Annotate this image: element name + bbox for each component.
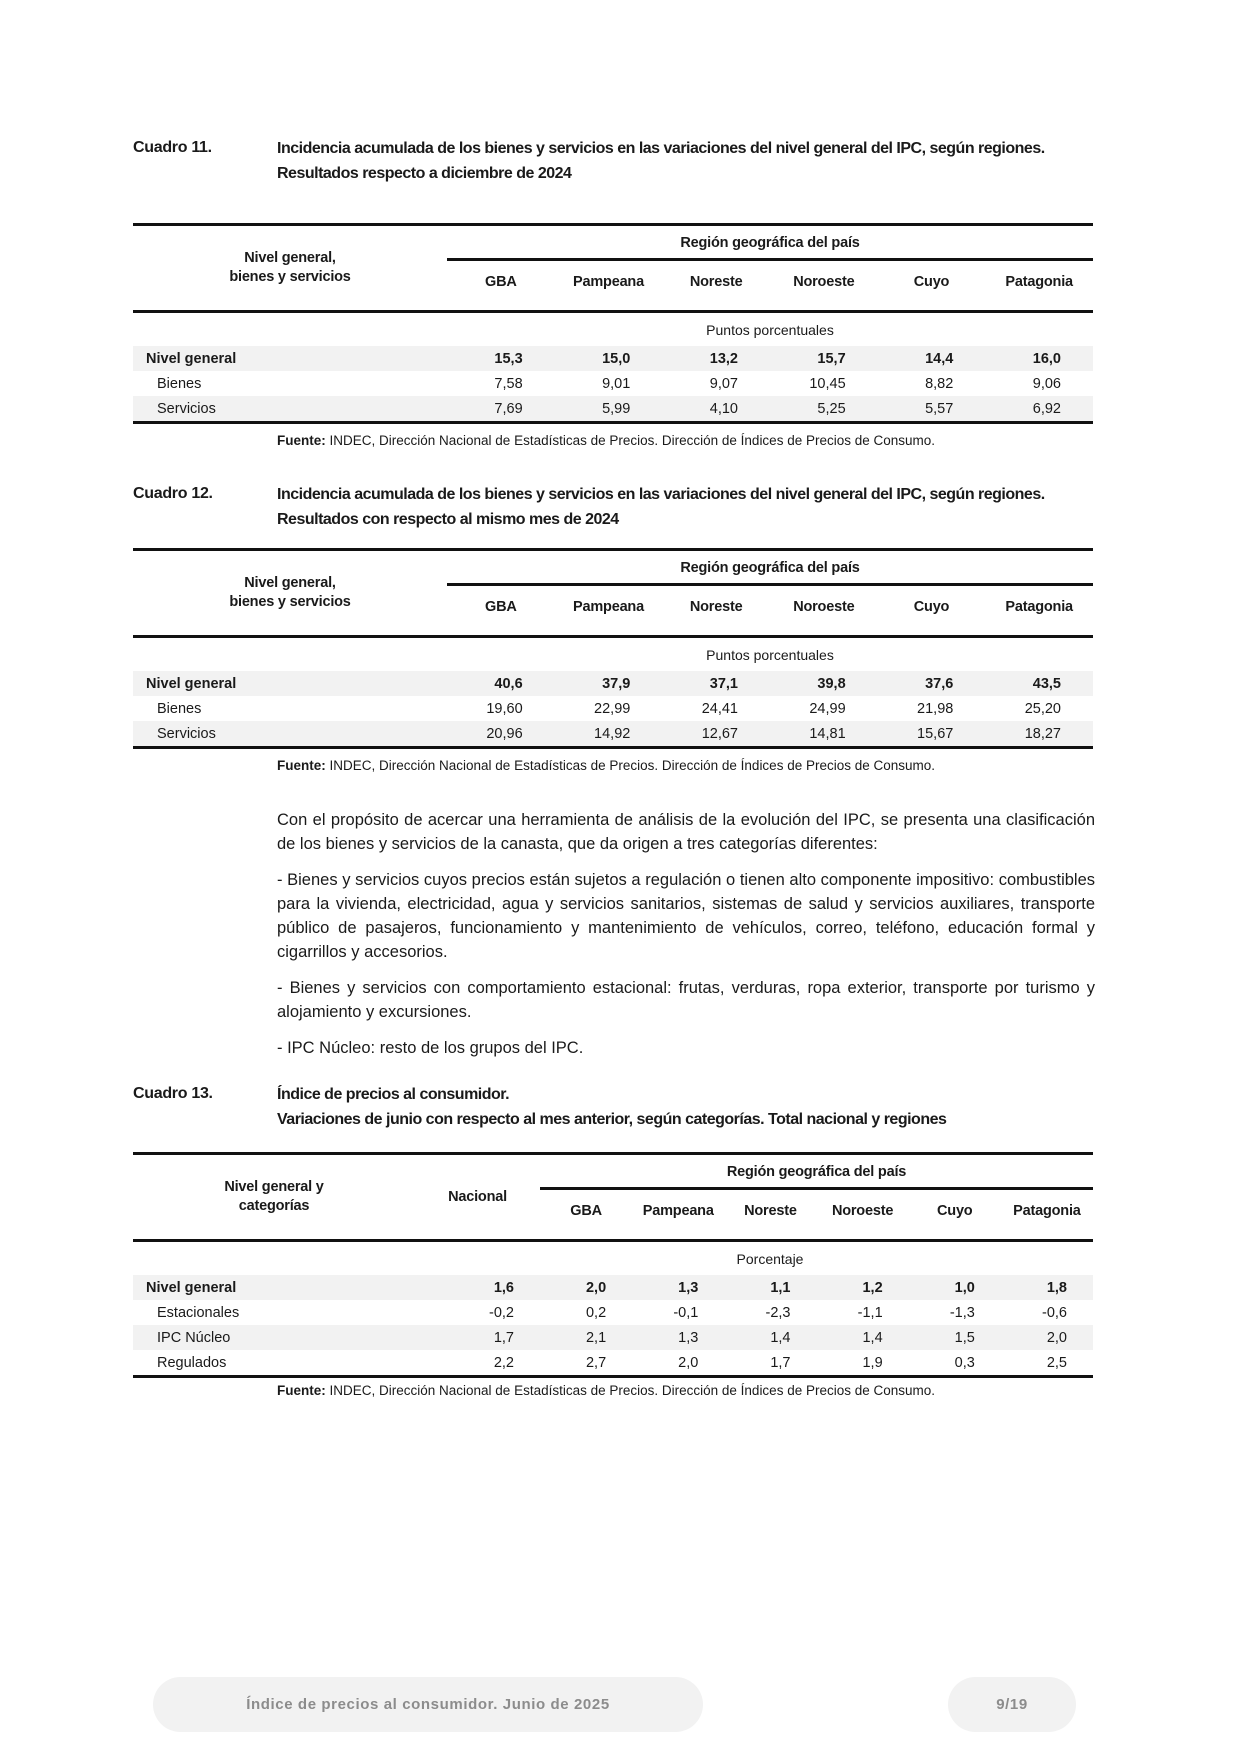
row-label: Nivel general bbox=[146, 1279, 237, 1296]
cell-value: 40,6 bbox=[494, 675, 523, 692]
cell-value: 16,0 bbox=[1032, 350, 1061, 367]
table-row bbox=[133, 1325, 1093, 1350]
cell-value: 1,1 bbox=[770, 1279, 791, 1296]
cell-value: 20,96 bbox=[486, 725, 523, 742]
region-group-header: Región geográfica del país bbox=[680, 560, 860, 576]
table-code: Cuadro 12. bbox=[133, 485, 213, 502]
column-headers bbox=[540, 1190, 1093, 1219]
table-title-line2: Resultados respecto a diciembre de 2024 bbox=[277, 165, 572, 182]
cell-value: 37,9 bbox=[602, 675, 631, 692]
table-row bbox=[133, 671, 1093, 696]
table-title bbox=[277, 482, 1045, 532]
source-text: INDEC, Dirección Nacional de Estadísticas de Precios. Dirección de Índices de Precios de Consumo. bbox=[325, 433, 936, 448]
table-row bbox=[133, 1275, 1093, 1300]
cell-value: 7,58 bbox=[494, 375, 523, 392]
cell-value: 2,7 bbox=[585, 1354, 607, 1371]
cell-value: 14,92 bbox=[594, 725, 631, 742]
cell-value: 9,01 bbox=[602, 375, 631, 392]
cell-value: 14,4 bbox=[925, 350, 954, 367]
table-source bbox=[277, 433, 935, 448]
cell-value: 1,2 bbox=[862, 1279, 883, 1296]
table-code: Cuadro 11. bbox=[133, 139, 212, 156]
cell-value: 1,0 bbox=[954, 1279, 975, 1296]
row-label: Regulados bbox=[157, 1354, 227, 1371]
table-row bbox=[133, 346, 1093, 371]
row-header-line1: Nivel general y bbox=[224, 1179, 324, 1195]
unit-row bbox=[133, 638, 1093, 671]
cell-value: 1,8 bbox=[1046, 1279, 1067, 1296]
column-header: GBA bbox=[485, 598, 517, 615]
column-header: Cuyo bbox=[937, 1202, 973, 1219]
region-group-header: Región geográfica del país bbox=[726, 1164, 907, 1180]
cell-value: 2,1 bbox=[585, 1329, 607, 1346]
table-heading-cuadro-11 bbox=[133, 136, 1045, 186]
table-heading-cuadro-13 bbox=[133, 1082, 946, 1132]
cell-value: 24,99 bbox=[809, 700, 846, 717]
cell-value: 14,81 bbox=[809, 725, 846, 742]
table-row bbox=[133, 371, 1093, 396]
row-header-title bbox=[133, 1155, 415, 1239]
column-header: Noreste bbox=[689, 598, 743, 615]
table-source bbox=[277, 758, 935, 773]
row-header-title bbox=[133, 551, 447, 635]
bullet-regulated-goods: - Bienes y servicios cuyos precios están sujetos a regulación o tienen alto componente impositivo: combustibles para la vivienda, electricidad, agua y servicios sanitarios, sistemas de salud y servicios auxiliares, transporte público de pasajeros, funcionamiento y mantenimiento de vehículos, correo, teléfono, educación formal y cigarrillos y accesorios. bbox=[277, 871, 1095, 961]
table-row bbox=[133, 696, 1093, 721]
table-header-band bbox=[133, 226, 1093, 313]
cell-value: 5,99 bbox=[602, 400, 631, 417]
cell-value: 1,7 bbox=[770, 1354, 791, 1371]
row-label: Bienes bbox=[157, 700, 202, 717]
data-table-cuadro-11 bbox=[133, 223, 1093, 424]
cell-value: -2,3 bbox=[765, 1304, 791, 1321]
table-row bbox=[133, 1300, 1093, 1325]
cell-value: 15,0 bbox=[602, 350, 631, 367]
cell-value: 24,41 bbox=[701, 700, 738, 717]
cell-value: 37,1 bbox=[709, 675, 738, 692]
column-headers bbox=[447, 261, 1093, 290]
column-header: Pampeana bbox=[573, 273, 644, 290]
source-label: Fuente: bbox=[277, 758, 326, 773]
cell-value: -1,1 bbox=[857, 1304, 883, 1321]
cell-value: 15,67 bbox=[917, 725, 954, 742]
bullet-ipc-nucleo: - IPC Núcleo: resto de los grupos del IPC. bbox=[277, 1039, 584, 1057]
table-header-band bbox=[133, 551, 1093, 638]
column-header: Pampeana bbox=[642, 1202, 714, 1219]
region-group bbox=[447, 551, 1093, 615]
cell-value: 1,6 bbox=[493, 1279, 514, 1296]
table-source bbox=[277, 1383, 935, 1398]
cell-value: 37,6 bbox=[925, 675, 954, 692]
column-header: GBA bbox=[570, 1202, 602, 1219]
cell-value: 1,4 bbox=[862, 1329, 883, 1346]
column-headers bbox=[447, 586, 1093, 615]
cell-value: 2,2 bbox=[493, 1354, 514, 1371]
source-label: Fuente: bbox=[277, 1383, 326, 1398]
column-header: Cuyo bbox=[913, 273, 950, 290]
footer-title: Índice de precios al consumidor. Junio de 2025 bbox=[246, 1696, 610, 1713]
table-header-band bbox=[133, 1155, 1093, 1242]
body-text bbox=[277, 808, 1095, 1060]
cell-value: 1,7 bbox=[493, 1329, 514, 1346]
unit-row bbox=[133, 313, 1093, 346]
table-title bbox=[277, 136, 1045, 186]
footer-page-pill bbox=[948, 1677, 1076, 1732]
cell-value: 25,20 bbox=[1024, 700, 1061, 717]
column-header: Noroeste bbox=[793, 273, 855, 290]
cell-value: 43,5 bbox=[1032, 675, 1061, 692]
cell-value: 1,3 bbox=[678, 1279, 699, 1296]
cell-value: 9,07 bbox=[709, 375, 738, 392]
cell-value: 15,7 bbox=[817, 350, 846, 367]
row-header-line1: Nivel general, bbox=[244, 250, 336, 266]
row-label: Estacionales bbox=[157, 1304, 240, 1321]
cell-value: 2,0 bbox=[585, 1279, 607, 1296]
source-text: INDEC, Dirección Nacional de Estadísticas de Precios. Dirección de Índices de Precios de Consumo. bbox=[325, 758, 936, 773]
cell-value: 18,27 bbox=[1024, 725, 1061, 742]
cell-value: 2,0 bbox=[678, 1354, 699, 1371]
row-header-line2: bienes y servicios bbox=[229, 594, 351, 610]
cell-value: 13,2 bbox=[709, 350, 738, 367]
bullet-seasonal-goods: - Bienes y servicios con comportamiento estacional: frutas, verduras, ropa exterior, transporte por turismo y alojamiento y excursiones. bbox=[277, 979, 1095, 1021]
row-header-line2: bienes y servicios bbox=[229, 269, 351, 285]
cell-value: 19,60 bbox=[486, 700, 523, 717]
cell-value: 0,2 bbox=[585, 1304, 607, 1321]
data-table-cuadro-12 bbox=[133, 548, 1093, 749]
row-label: Nivel general bbox=[146, 350, 237, 367]
cell-value: 39,8 bbox=[817, 675, 846, 692]
cell-value: 5,25 bbox=[817, 400, 846, 417]
cell-value: 4,10 bbox=[709, 400, 738, 417]
cell-value: -1,3 bbox=[949, 1304, 975, 1321]
row-label: Nivel general bbox=[146, 675, 237, 692]
cell-value: 5,57 bbox=[925, 400, 954, 417]
cell-value: 2,0 bbox=[1046, 1329, 1067, 1346]
cell-value: 6,92 bbox=[1032, 400, 1061, 417]
row-label: Servicios bbox=[157, 400, 216, 417]
column-header: Patagonia bbox=[1005, 598, 1073, 615]
row-header-title bbox=[133, 226, 447, 310]
unit-label: Porcentaje bbox=[736, 1251, 804, 1267]
row-header-line2: categorías bbox=[238, 1198, 310, 1214]
cell-value: 22,99 bbox=[594, 700, 631, 717]
column-header: Pampeana bbox=[573, 598, 644, 615]
table-row bbox=[133, 721, 1093, 746]
column-header: Patagonia bbox=[1013, 1202, 1081, 1219]
cell-value: 9,06 bbox=[1032, 375, 1061, 392]
cell-value: 0,3 bbox=[954, 1354, 975, 1371]
table-title bbox=[277, 1082, 946, 1132]
table-title-line1: Incidencia acumulada de los bienes y servicios en las variaciones del nivel general del IPC, según regiones. bbox=[277, 140, 1045, 157]
source-label: Fuente: bbox=[277, 433, 326, 448]
cell-value: 7,69 bbox=[494, 400, 523, 417]
table-title-line2: Variaciones de junio con respecto al mes anterior, según categorías. Total nacional y regiones bbox=[277, 1111, 947, 1128]
cell-value: 10,45 bbox=[809, 375, 846, 392]
footer-title-pill bbox=[153, 1677, 703, 1732]
page-number: 9/19 bbox=[996, 1696, 1028, 1713]
cell-value: 12,67 bbox=[701, 725, 738, 742]
region-group-header: Región geográfica del país bbox=[680, 235, 860, 251]
row-label: Bienes bbox=[157, 375, 202, 392]
table-title-line1: Incidencia acumulada de los bienes y servicios en las variaciones del nivel general del IPC, según regiones. bbox=[277, 486, 1045, 503]
row-label: Servicios bbox=[157, 725, 216, 742]
table-code: Cuadro 13. bbox=[133, 1085, 213, 1102]
unit-row bbox=[133, 1242, 1093, 1275]
region-group bbox=[540, 1155, 1093, 1219]
table-title-line2: Resultados con respecto al mismo mes de 2024 bbox=[277, 511, 619, 528]
table-row bbox=[133, 1350, 1093, 1375]
cell-value: 1,9 bbox=[862, 1354, 883, 1371]
row-header-line1: Nivel general, bbox=[244, 575, 336, 591]
column-header: GBA bbox=[485, 273, 517, 290]
source-text: INDEC, Dirección Nacional de Estadísticas de Precios. Dirección de Índices de Precios de Consumo. bbox=[325, 1383, 936, 1398]
cell-value: 2,5 bbox=[1046, 1354, 1067, 1371]
row-label: IPC Núcleo bbox=[157, 1329, 231, 1346]
data-table-cuadro-13 bbox=[133, 1152, 1093, 1378]
cell-value: 1,5 bbox=[954, 1329, 975, 1346]
unit-label: Puntos porcentuales bbox=[706, 647, 834, 663]
cell-value: -0,6 bbox=[1041, 1304, 1067, 1321]
column-header: Noreste bbox=[744, 1202, 797, 1219]
cell-value: -0,2 bbox=[489, 1304, 514, 1321]
cell-value: 21,98 bbox=[917, 700, 954, 717]
cell-value: 8,82 bbox=[925, 375, 954, 392]
column-header-nacional: Nacional bbox=[448, 1189, 507, 1205]
cell-value: -0,1 bbox=[673, 1304, 699, 1321]
cell-value: 1,3 bbox=[678, 1329, 699, 1346]
table-row bbox=[133, 396, 1093, 421]
intro-paragraph: Con el propósito de acercar una herramienta de análisis de la evolución del IPC, se presenta una clasificación de los bienes y servicios de la canasta, que da origen a tres categorías diferentes: bbox=[277, 811, 1095, 853]
column-header: Patagonia bbox=[1005, 273, 1073, 290]
column-header: Cuyo bbox=[913, 598, 950, 615]
table-title-line1: Índice de precios al consumidor. bbox=[277, 1086, 510, 1103]
column-header: Noroeste bbox=[831, 1202, 894, 1219]
column-header: Noroeste bbox=[793, 598, 855, 615]
unit-label: Puntos porcentuales bbox=[706, 322, 834, 338]
cell-value: 1,4 bbox=[770, 1329, 791, 1346]
region-group bbox=[447, 226, 1093, 290]
cell-value: 15,3 bbox=[494, 350, 523, 367]
column-header: Noreste bbox=[689, 273, 743, 290]
table-heading-cuadro-12 bbox=[133, 482, 1045, 532]
